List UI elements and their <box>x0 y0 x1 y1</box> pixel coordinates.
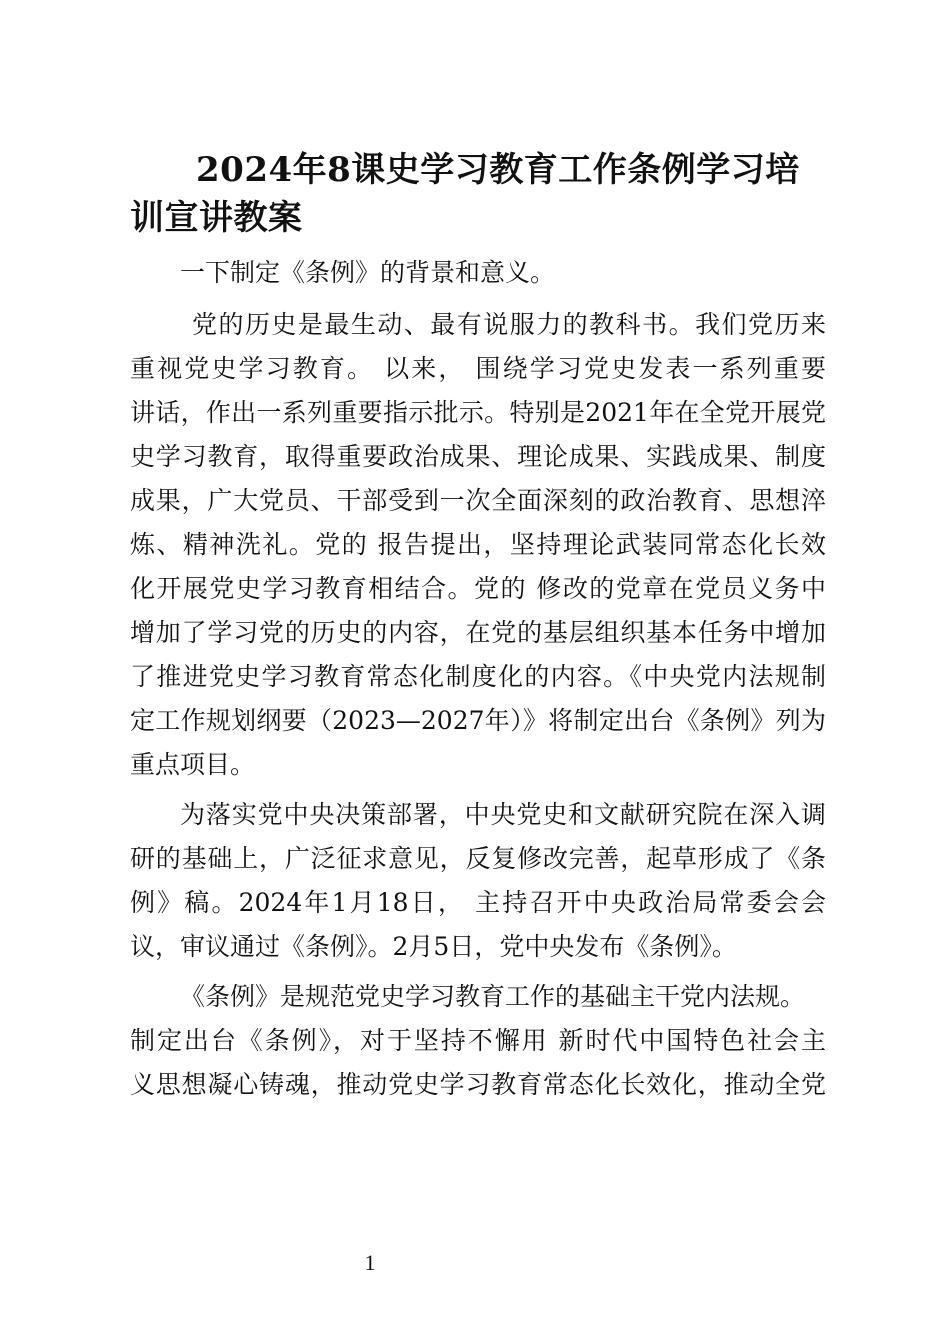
paragraph-line: 炼、精神洗礼。党的 报告提出，坚持理论武装同常态化长效 <box>130 530 826 559</box>
paragraph-line: 化开展党史学习教育相结合。党的 修改的党章在党员义务中 <box>130 574 826 603</box>
paragraph-line: 成果，广大党员、干部受到一次全面深刻的政治教育、思想淬 <box>130 486 826 515</box>
document-title-line-1: 2024年8课史学习教育工作条例学习培 <box>196 150 800 190</box>
paragraph-line: 例》稿。2024年1月18日， 主持召开中央政治局常委会会 <box>130 888 826 917</box>
paragraph-line: 重视党史学习教育。 以来， 围绕学习党史发表一系列重要 <box>130 354 826 383</box>
paragraph-line: 为落实党中央决策部署，中央党史和文献研究院在深入调 <box>180 800 826 829</box>
paragraph-line: 党的历史是最生动、最有说服力的教科书。我们党历来 <box>192 310 826 339</box>
paragraph-line: 一下制定《条例》的背景和意义。 <box>180 258 556 287</box>
paragraph-line: 了推进党史学习教育常态化制度化的内容。《中央党内法规制 <box>130 662 826 691</box>
paragraph-line: 制定出台《条例》，对于坚持不懈用 新时代中国特色社会主 <box>130 1026 826 1055</box>
paragraph-line: 重点项目。 <box>130 750 256 779</box>
page-number: 1 <box>364 1250 376 1275</box>
paragraph-line: 研的基础上，广泛征求意见，反复修改完善，起草形成了《条 <box>130 844 826 873</box>
paragraph-line: 义思想凝心铸魂，推动党史学习教育常态化长效化，推动全党 <box>130 1070 826 1099</box>
paragraph-line: 议，审议通过《条例》。2月5日，党中央发布《条例》。 <box>130 932 737 961</box>
paragraph-line: 定工作规划纲要（2023—2027年）》将制定出台《条例》列为 <box>130 706 826 735</box>
paragraph-line: 增加了学习党的历史的内容，在党的基层组织基本任务中增加 <box>130 618 826 647</box>
paragraph-line: 史学习教育，取得重要政治成果、理论成果、实践成果、制度 <box>130 442 826 471</box>
document-title-line-2: 训宣讲教案 <box>130 198 303 238</box>
paragraph-line: 《条例》是规范党史学习教育工作的基础主干党内法规。 <box>180 982 806 1011</box>
paragraph-line: 讲话，作出一系列重要指示批示。特别是2021年在全党开展党 <box>130 398 826 427</box>
